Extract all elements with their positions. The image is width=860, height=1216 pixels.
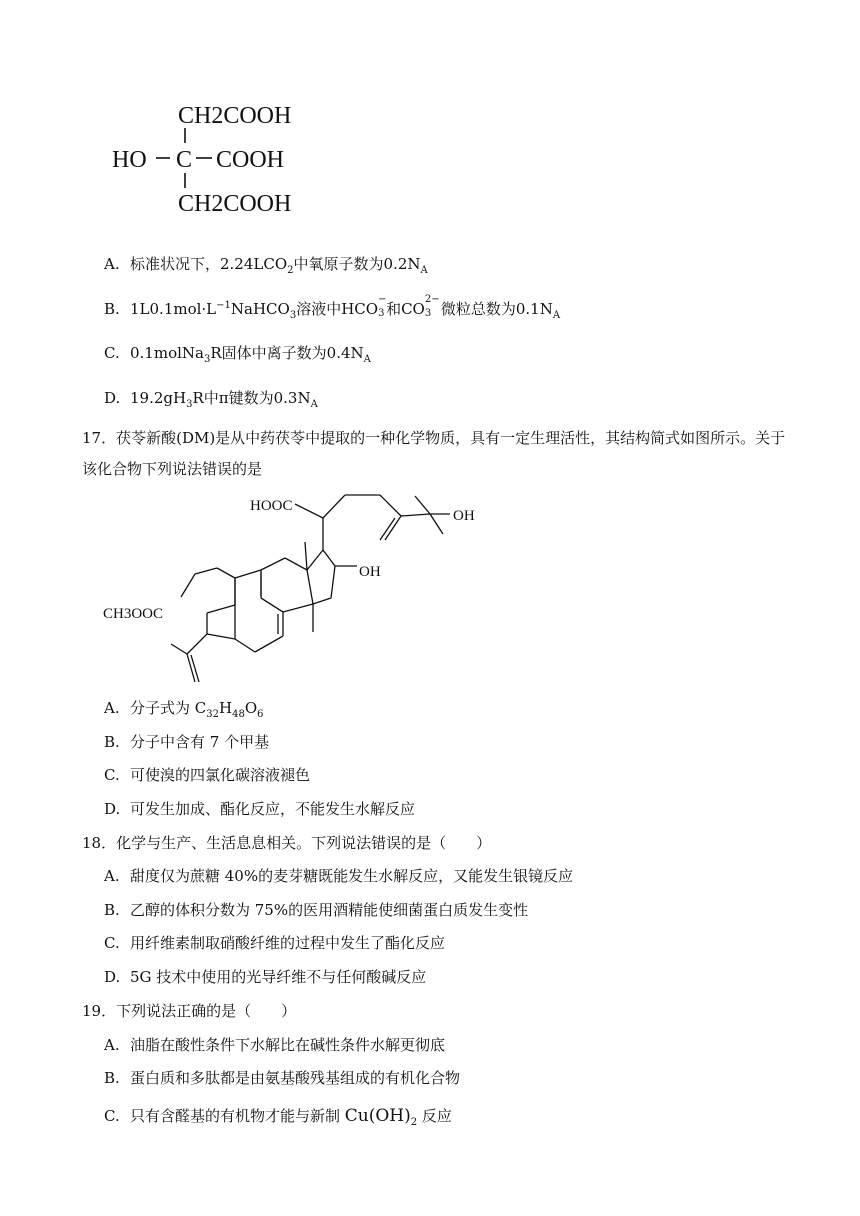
option-label: B. (104, 901, 120, 919)
option-text: 1L0.1mol·L (130, 300, 217, 318)
subscript: 3 (186, 399, 193, 410)
q17-stem-line-1: 17．茯苓新酸(DM)是从中药茯苓中提取的一种化学物质，具有一定生理活性，其结构简式如图所示。关于 (82, 429, 786, 447)
q16-option-b: B. $1L0.1mol\cdot L^{-1}NaHCO_3$溶液中HCO − 3 和CO 2− 3 微粒总数为$0.1N_A$ (104, 294, 561, 321)
q17-option-c (104, 765, 310, 785)
label-ester: CH3OOC (103, 606, 164, 622)
subscript: A (363, 354, 371, 365)
option-text: 只有含醛基的有机物才能与新制 (130, 1107, 345, 1125)
q17-option-a (104, 698, 264, 718)
q19-option-b (104, 1068, 460, 1088)
q19-stem: 19．下列说法正确的是（ ） (82, 1002, 297, 1020)
option-text: 反应 (417, 1107, 452, 1125)
q16-option-d (104, 388, 318, 408)
option-label: C. (104, 766, 120, 784)
structure-center-atom: C (176, 147, 193, 173)
option-text: 和CO (386, 300, 425, 318)
q19-option-c (104, 1106, 452, 1126)
subscript: 6 (257, 709, 264, 720)
q18-option-d (104, 967, 426, 987)
structure-left-group: HO (112, 147, 147, 173)
option-label: B. (104, 300, 120, 318)
option-label: C. (104, 344, 120, 362)
option-label: D. (104, 968, 121, 986)
label-oh-top: OH (453, 508, 475, 524)
option-text: 19.2gH (130, 389, 187, 407)
option-label: B. (104, 1069, 120, 1087)
q18-option-b (104, 900, 528, 920)
option-text: 油脂在酸性条件下水解比在碱性条件水解更彻底 (130, 1036, 446, 1054)
q19-option-a (104, 1035, 445, 1055)
option-label: D. (104, 389, 121, 407)
option-text: NaHCO (230, 300, 290, 318)
structure-right-group: COOH (216, 147, 285, 173)
option-label: A. (104, 1036, 120, 1054)
subscript: 2 (287, 265, 294, 276)
option-text: 分子式为 C (130, 699, 207, 717)
option-text: 可发生加成、酯化反应，不能发生水解反应 (130, 800, 416, 818)
option-text: 蛋白质和多肽都是由氨基酸残基组成的有机化合物 (130, 1069, 461, 1087)
option-text: 分子中含有 7 个甲基 (130, 733, 270, 751)
option-label: B. (104, 733, 120, 751)
structure-bottom-group: CH2COOH (178, 191, 292, 217)
subscript: A (420, 265, 428, 276)
option-text: 溶液中HCO (296, 300, 379, 318)
q18-option-a (104, 866, 573, 886)
q17-option-b (104, 732, 269, 752)
option-label: A. (104, 255, 120, 273)
subscript: 32 (206, 709, 219, 720)
option-text: 微粒总数为0.1N (440, 300, 553, 318)
option-text: O (244, 699, 258, 717)
option-text: 乙醇的体积分数为 75%的医用酒精能使细菌蛋白质发生变性 (130, 901, 529, 919)
option-text: 甜度仅为蔗糖 40%的麦芽糖既能发生水解反应，又能发生银镜反应 (130, 867, 574, 885)
option-label: A. (104, 867, 120, 885)
q17-stem-line-2: 该化合物下列说法错误的是 (82, 460, 263, 478)
subscript: 3 (289, 310, 297, 321)
subscript: A (310, 399, 318, 410)
label-hooc: HOOC (250, 498, 293, 514)
superscript: −1 (216, 300, 231, 311)
formula: Cu(OH) (344, 1106, 411, 1126)
subscript: 48 (232, 709, 245, 720)
subscript: 2 (410, 1117, 418, 1128)
dm-structure-figure (95, 482, 495, 692)
option-label: C. (104, 934, 120, 952)
q18-option-c (104, 933, 445, 953)
option-text: 5G 技术中使用的光导纤维不与任何酸碱反应 (130, 968, 427, 986)
option-text: 可使溴的四氯化碳溶液褪色 (130, 766, 311, 784)
citric-structure-figure (100, 95, 330, 220)
structure-top-group: CH2COOH (178, 103, 292, 129)
subscript: 3 (203, 354, 211, 365)
option-text: R固体中离子数为0.4N (210, 344, 364, 362)
subscript: A (552, 310, 561, 321)
option-text: 标准状况下，2.24LCO (130, 255, 288, 273)
option-text: 0.1molNa (130, 344, 204, 362)
q16-option-a (104, 254, 428, 274)
label-oh-ring: OH (359, 564, 381, 580)
option-text: H (218, 699, 233, 717)
q17-option-d (104, 799, 415, 819)
option-text: 中氧原子数为0.2N (293, 255, 421, 273)
option-label: C. (104, 1107, 120, 1125)
option-text: R中π键数为0.3N (192, 389, 311, 407)
option-text: 用纤维素制取硝酸纤维的过程中发生了酯化反应 (130, 934, 446, 952)
option-label: D. (104, 800, 121, 818)
q18-stem: 18．化学与生产、生活息息相关。下列说法错误的是（ ） (82, 834, 492, 852)
option-label: A. (104, 699, 120, 717)
q16-option-c (104, 343, 371, 363)
